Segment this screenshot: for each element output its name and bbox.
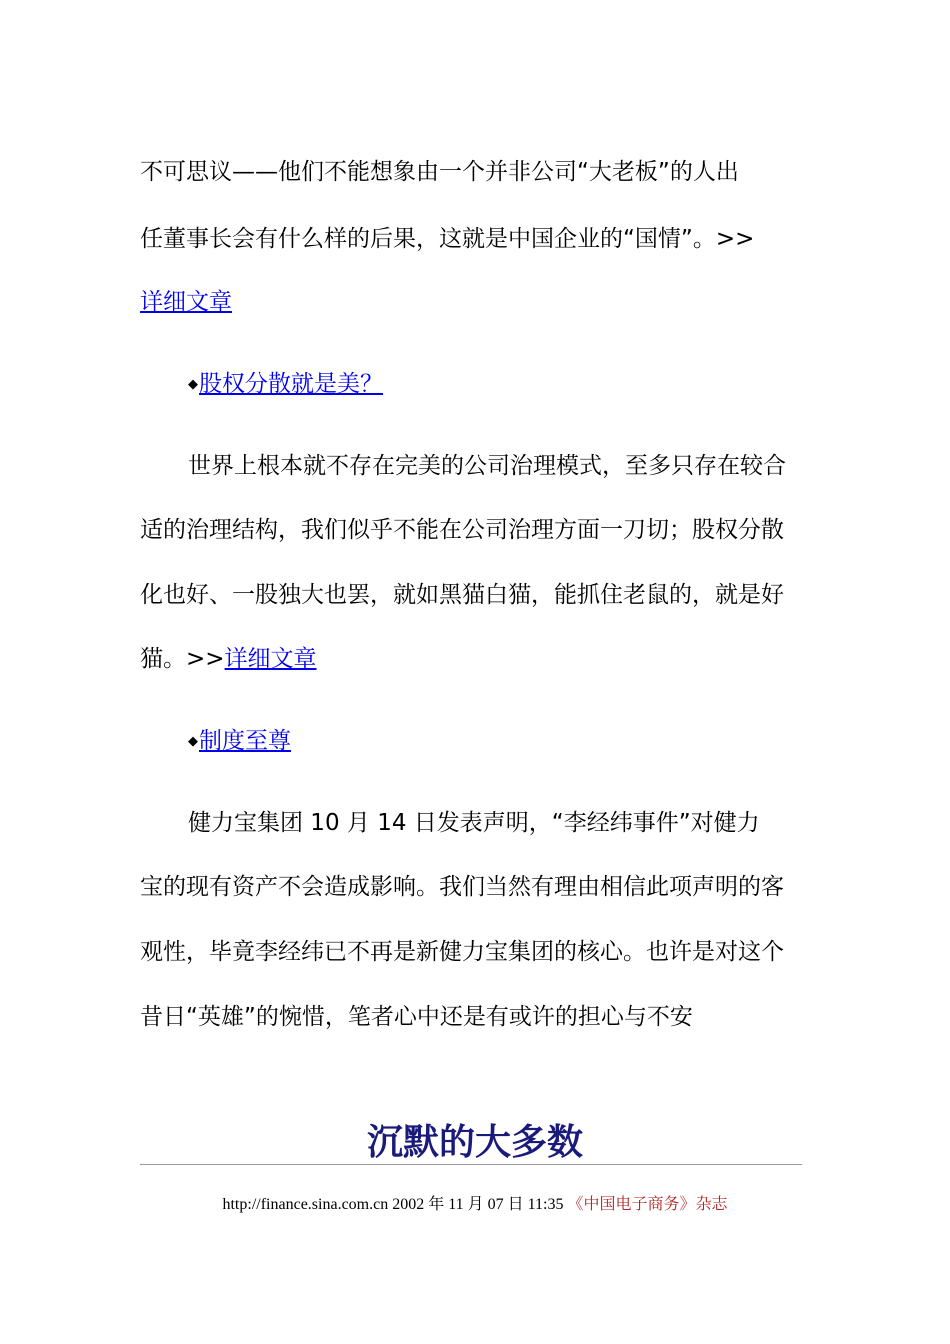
paragraph-line: 昔日“英雄”的惋惜，笔者心中还是有或许的担心与不安	[140, 1004, 693, 1030]
paragraph-line: 世界上根本就不存在完美的公司治理模式，至多只存在较合	[188, 453, 786, 479]
detail-article-link[interactable]: 详细文章	[224, 646, 317, 672]
paragraph-text: 猫。>>	[140, 646, 225, 672]
system-supreme-link[interactable]: 制度至尊	[199, 728, 291, 754]
detail-article-link[interactable]: 详细文章	[140, 289, 232, 315]
section-heading	[188, 726, 291, 757]
paragraph-line: 不可思议——他们不能想象由一个并非公司“大老板”的人出	[140, 159, 739, 185]
paragraph-line	[140, 644, 317, 674]
article-source-line	[0, 1191, 950, 1214]
section-heading	[188, 369, 383, 400]
article-title: 沉默的大多数	[366, 1121, 583, 1163]
diamond-bullet-icon: ◆	[188, 734, 198, 749]
paragraph-line: 健力宝集团 10 月 14 日发表声明，“李经纬事件”对健力	[188, 810, 760, 836]
equity-dispersion-link[interactable]: 股权分散就是美？	[199, 371, 383, 397]
paragraph-line: 宝的现有资产不会造成影响。我们当然有理由相信此项声明的客	[140, 874, 784, 900]
paragraph-line: 化也好、一股独大也罢，就如黑猫白猫，能抓住老鼠的，就是好	[140, 582, 784, 608]
title-divider	[140, 1164, 802, 1165]
publish-date: 2002 年 11 月 07 日 11:35	[392, 1196, 564, 1213]
paragraph-line: 观性，毕竟李经纬已不再是新健力宝集团的核心。也许是对这个	[140, 939, 784, 965]
source-url: http://finance.sina.com.cn	[222, 1196, 389, 1213]
paragraph-line: 适的治理结构，我们似乎不能在公司治理方面一刀切；股权分散	[140, 517, 784, 543]
paragraph-line: 任董事长会有什么样的后果，这就是中国企业的“国情”。>>	[140, 226, 755, 252]
magazine-name: 《中国电子商务》杂志	[567, 1196, 728, 1213]
paragraph-link-line	[140, 287, 232, 317]
diamond-bullet-icon: ◆	[188, 377, 198, 392]
